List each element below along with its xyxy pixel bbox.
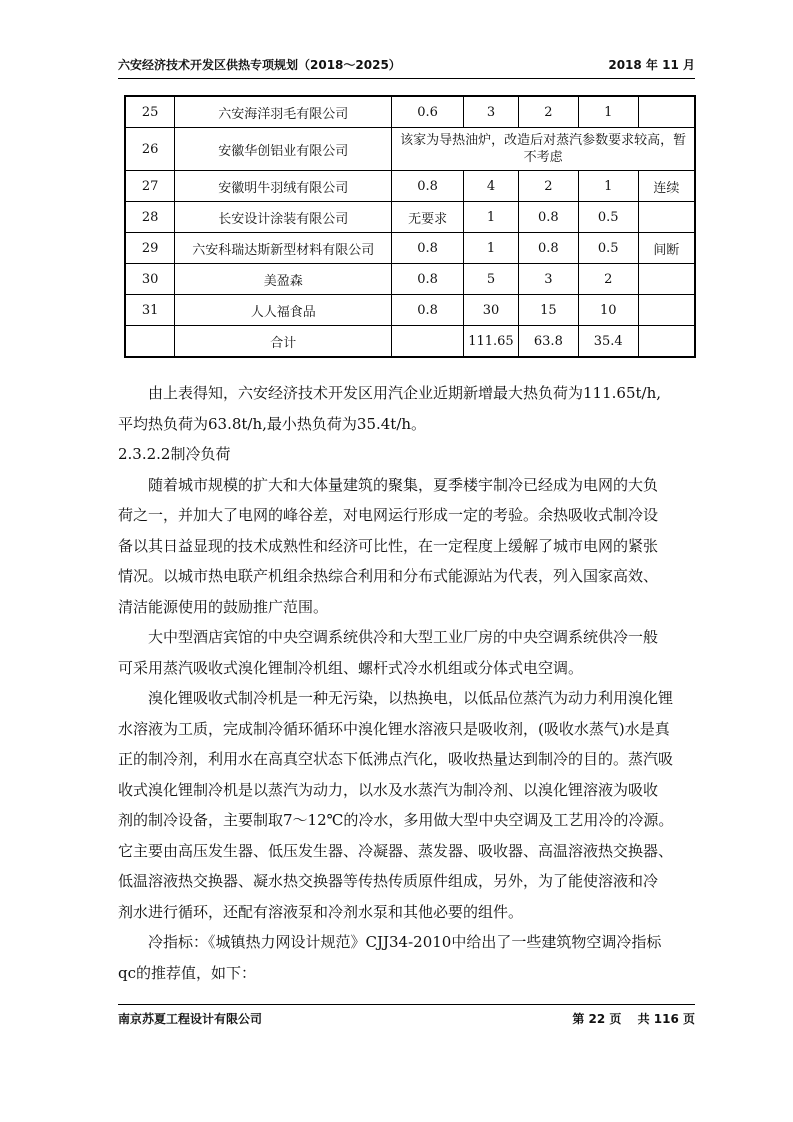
table-cell: 无要求 xyxy=(392,202,464,233)
table-cell: 63.8 xyxy=(518,326,578,358)
paragraph-hvac: 大中型酒店宾馆的中央空调系统供冷和大型工业厂房的中央空调系统供冷一般 可采用蒸汽吸收式溴化锂制冷机组、螺杆式冷水机组或分体式电空调。 xyxy=(118,628,659,677)
table-cell: 六安海洋羽毛有限公司 xyxy=(175,96,392,128)
table-cell: 30 xyxy=(125,264,175,295)
section-heading: 2.3.2.2制冷负荷 xyxy=(118,445,231,463)
table-cell: 30 xyxy=(463,295,518,326)
table-cell: 111.65 xyxy=(463,326,518,358)
paragraph-libr-chiller: 溴化锂吸收式制冷机是一种无污染，以热换电，以低品位蒸汽为动力利用溴化锂 水溶液为工质，完成制冷循环循环中溴化锂水溶液只是吸收剂，(吸收水蒸气)水是真 正的制冷剂，利用水在高真空状态下低沸点汽化，吸收热量达到制冷的目的。蒸汽吸 收式溴化锂制冷机是以蒸汽为动力，以水及水蒸汽为制冷剂、以溴化锂溶液为吸收 剂的制冷设备，主要制取7～12℃的冷水，多用做大型中央空调及工艺用冷的冷源。 它主要由高压发生器、低压发生器、冷凝器、蒸发器、吸收器、高温溶液热交换器、 低温溶液热交换器、凝水热交换器等传热传质原件组成，另外，为了能使溶液和冷 剂水进行循环，还配有溶液泵和冷剂水泵和其他必要的组件。 xyxy=(118,689,674,921)
table-cell: 5 xyxy=(463,264,518,295)
table-cell: 26 xyxy=(125,128,175,171)
table-cell xyxy=(638,96,695,128)
table-cell: 3 xyxy=(463,96,518,128)
table-row xyxy=(125,264,695,295)
table-cell: 10 xyxy=(578,295,638,326)
footer-company: 南京苏夏工程设计有限公司 xyxy=(118,1012,263,1026)
header-rule xyxy=(118,78,695,79)
table-cell: 长安设计涂装有限公司 xyxy=(175,202,392,233)
table-total-row xyxy=(125,326,695,358)
table-cell: 2 xyxy=(518,96,578,128)
table-cell: 0.6 xyxy=(392,96,464,128)
table-cell: 25 xyxy=(125,96,175,128)
table-cell xyxy=(638,202,695,233)
page-header xyxy=(118,56,695,76)
table-cell: 31 xyxy=(125,295,175,326)
table-cell: 美盈森 xyxy=(175,264,392,295)
table-cell: 连续 xyxy=(638,171,695,202)
table-cell: 27 xyxy=(125,171,175,202)
table-cell: 0.8 xyxy=(518,233,578,264)
table-cell: 间断 xyxy=(638,233,695,264)
table-cell: 六安科瑞达斯新型材料有限公司 xyxy=(175,233,392,264)
table-cell xyxy=(638,264,695,295)
header-date: 2018 年 11 月 xyxy=(608,58,695,72)
table-cell xyxy=(638,295,695,326)
table-cell: 1 xyxy=(578,96,638,128)
table-cell xyxy=(125,326,175,358)
table-cell: 0.8 xyxy=(392,295,464,326)
table-cell: 3 xyxy=(518,264,578,295)
table-row xyxy=(125,96,695,128)
table-cell: 4 xyxy=(463,171,518,202)
table-cell: 1 xyxy=(463,202,518,233)
table-cell xyxy=(638,326,695,358)
heat-load-table xyxy=(124,95,696,358)
table-cell: 0.5 xyxy=(578,233,638,264)
table-cell: 合计 xyxy=(175,326,392,358)
table-cell: 安徽明牛羽绒有限公司 xyxy=(175,171,392,202)
table-cell: 1 xyxy=(463,233,518,264)
paragraph-summary: 由上表得知，六安经济技术开发区用汽企业近期新增最大热负荷为111.65t/h, 平均热负荷为63.8t/h,最小热负荷为35.4t/h。 xyxy=(118,384,661,433)
table-cell: 该家为导热油炉，改造后对蒸汽参数要求较高，暂不考虑 xyxy=(392,128,695,171)
table-row xyxy=(125,202,695,233)
paragraph-cooling-intro: 随着城市规模的扩大和大体量建筑的聚集，夏季楼宇制冷已经成为电网的大负 荷之一，并加大了电网的峰谷差，对电网运行形成一定的考验。余热吸收式制冷设 备以其日益显现的技术成熟性和经济可比性，在一定程度上缓解了城市电网的紧张 情况。以城市热电联产机组余热综合利用和分布式能源站为代表，列入国家高效、 清洁能源使用的鼓励推广范围。 xyxy=(118,475,659,616)
table-cell: 15 xyxy=(518,295,578,326)
table-cell: 安徽华创铝业有限公司 xyxy=(175,128,392,171)
table-cell xyxy=(392,326,464,358)
footer-page-number: 第 22 页 共 116 页 xyxy=(572,1012,695,1026)
table-row xyxy=(125,295,695,326)
table-cell: 35.4 xyxy=(578,326,638,358)
table-cell: 0.8 xyxy=(518,202,578,233)
table-cell: 1 xyxy=(578,171,638,202)
body-text xyxy=(118,378,698,988)
paragraph-cooling-index: 冷指标：《城镇热力网设计规范》CJJ34-2010中给出了一些建筑物空调冷指标 qc的推荐值，如下： xyxy=(118,933,662,982)
footer-rule xyxy=(118,1004,695,1005)
table-cell: 29 xyxy=(125,233,175,264)
table-cell: 0.8 xyxy=(392,171,464,202)
table-row xyxy=(125,128,695,171)
table-cell: 0.8 xyxy=(392,233,464,264)
table-cell: 28 xyxy=(125,202,175,233)
table-cell: 0.5 xyxy=(578,202,638,233)
table-cell: 2 xyxy=(518,171,578,202)
page-footer xyxy=(118,1010,695,1030)
table-row xyxy=(125,171,695,202)
table-cell: 2 xyxy=(578,264,638,295)
header-title: 六安经济技术开发区供热专项规划（2018～2025） xyxy=(118,58,401,72)
table-row xyxy=(125,233,695,264)
table-cell: 0.8 xyxy=(392,264,464,295)
table-cell: 人人福食品 xyxy=(175,295,392,326)
